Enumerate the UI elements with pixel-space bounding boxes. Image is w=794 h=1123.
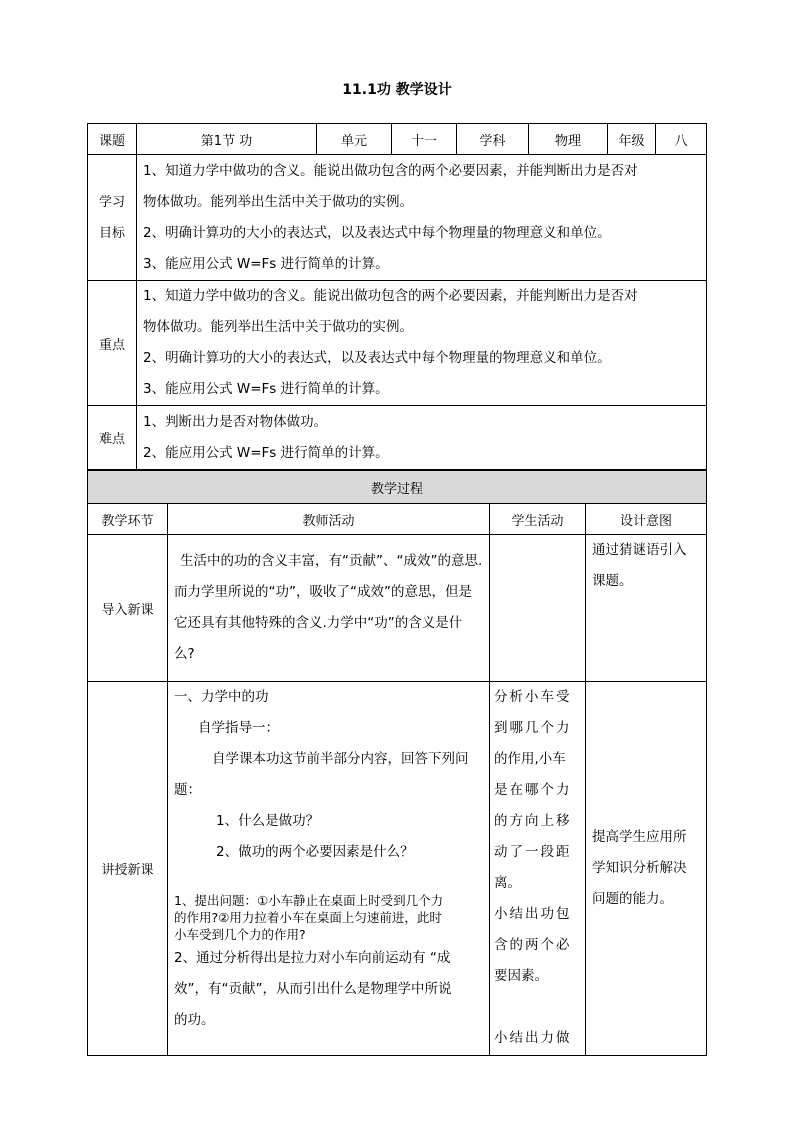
intro-teacher-line: 它还具有其他特殊的含义.力学中“功”的含义是什 — [174, 615, 463, 631]
guide-text: 自学课本功这节前半部分内容，回答下列问 — [212, 751, 469, 767]
student-line — [490, 992, 585, 1023]
col-teacher: 教师活动 — [168, 504, 490, 535]
objective-line: 3、能应用公式 W=Fs 进行简单的计算。 — [143, 255, 389, 272]
intro-teacher-line: 而力学里所说的“功”，吸收了“成效”的意思，但是 — [174, 584, 472, 600]
objectives-row — [88, 155, 707, 281]
student-line: 动了一段距 — [494, 844, 572, 860]
teaching-student — [490, 682, 586, 1056]
spacer — [168, 868, 489, 892]
unit-label: 单元 — [317, 124, 392, 155]
difficulties-content — [137, 406, 707, 470]
objectives-content — [137, 155, 707, 281]
key-points-label: 重点 — [88, 281, 137, 406]
student-line: 离。 — [494, 875, 521, 891]
difficulties-row — [88, 406, 707, 470]
unit-value: 十一 — [392, 124, 457, 155]
header-row — [88, 124, 707, 155]
process-heading-row — [88, 471, 707, 504]
process-columns-row — [88, 504, 707, 535]
analysis-line: 2、通过分析得出是拉力对小车向前运动有 “成 — [174, 950, 451, 966]
process-heading: 教学过程 — [88, 471, 707, 504]
problem-line: 的作用?②用力拉着小车在桌面上匀速前进，此时 — [174, 910, 442, 925]
intro-intent-line: 课题。 — [592, 573, 633, 589]
student-line: 的作用,小车 — [494, 751, 566, 767]
col-intent: 设计意图 — [586, 504, 707, 535]
key-point-line: 3、能应用公式 W=Fs 进行简单的计算。 — [143, 381, 389, 397]
guide-text: 题： — [174, 782, 201, 798]
student-line: 小结出功包 — [494, 906, 572, 922]
intro-intent-line: 通过猜谜语引入 — [592, 542, 687, 558]
key-point-line: 1、知道力学中做功的含义。能说出做功包含的两个必要因素，并能判断出力是否对 — [143, 288, 638, 304]
lesson-info-table — [87, 123, 707, 470]
intro-stage: 导入新课 — [88, 535, 168, 682]
col-stage: 教学环节 — [88, 504, 168, 535]
student-line: 要因素。 — [494, 968, 548, 984]
topic-label: 课题 — [88, 124, 137, 155]
student-line: 含的两个必 — [494, 937, 572, 953]
teaching-intent-line: 学知识分析解决 — [592, 860, 687, 876]
section-title: 一、力学中的功 — [174, 689, 269, 705]
teaching-process-table — [87, 470, 707, 1056]
student-line: 到哪几个力 — [494, 720, 572, 736]
question-1: 1、什么是做功？ — [216, 813, 320, 829]
objective-line: 1、知道力学中做功的含义。能说出做功包含的两个必要因素，并能判断出力是否对 — [143, 162, 638, 179]
student-line: 是在哪个力 — [494, 782, 572, 798]
objective-line: 2、明确计算功的大小的表达式，以及表达式中每个物理量的物理意义和单位。 — [143, 224, 611, 241]
student-line: 的方向上移 — [494, 813, 572, 829]
analysis-line: 的功。 — [174, 1012, 215, 1028]
page-title: 11.1功 教学设计 — [342, 82, 452, 98]
problem-line: 小车受到几个力的作用? — [174, 927, 306, 942]
objective-line: 物体做功。能列举出生活中关于做功的实例。 — [143, 193, 413, 210]
teaching-intent-line: 问题的能力。 — [592, 891, 673, 907]
problem-line: 1、提出问题：①小车静止在桌面上时受到几个力 — [174, 893, 444, 908]
grade-value: 八 — [656, 124, 707, 155]
teaching-stage: 讲授新课 — [88, 682, 168, 1056]
analysis-line: 效”，有“贡献”，从而引出什么是物理学中所说 — [174, 981, 452, 997]
intro-intent — [586, 535, 707, 682]
teaching-intent — [586, 682, 707, 1056]
key-point-line: 物体做功。能列举出生活中关于做功的实例。 — [143, 319, 413, 335]
difficulty-line: 1、判断出力是否对物体做功。 — [143, 413, 328, 430]
topic-value: 第1节 功 — [137, 124, 317, 155]
intro-teacher-line: 么? — [174, 646, 195, 662]
student-line: 分析小车受 — [494, 689, 572, 705]
teaching-teacher — [168, 682, 490, 1056]
guide-title: 自学指导一： — [198, 720, 279, 736]
key-points-content — [137, 281, 707, 406]
key-points-row — [88, 281, 707, 406]
objectives-label — [88, 155, 137, 281]
intro-student — [490, 535, 586, 682]
key-point-line: 2、明确计算功的大小的表达式，以及表达式中每个物理量的物理意义和单位。 — [143, 350, 611, 366]
intro-teacher-line: 生活中的功的含义丰富，有“贡献”、“成效”的意思. — [180, 553, 483, 569]
difficulty-line: 2、能应用公式 W=Fs 进行简单的计算。 — [143, 444, 389, 461]
intro-teacher — [168, 535, 490, 682]
grade-label: 年级 — [608, 124, 656, 155]
difficulties-label: 难点 — [88, 406, 137, 470]
intro-row — [88, 535, 707, 682]
teaching-intent-line: 提高学生应用所 — [592, 829, 687, 845]
student-line: 小结出力做 — [494, 1030, 572, 1046]
objectives-label-line: 目标 — [98, 225, 125, 241]
subject-value: 物理 — [529, 124, 608, 155]
col-student: 学生活动 — [490, 504, 586, 535]
teaching-row — [88, 682, 707, 1056]
objectives-label-line: 学习 — [98, 194, 125, 210]
subject-label: 学科 — [457, 124, 529, 155]
question-2: 2、做功的两个必要因素是什么？ — [216, 844, 414, 860]
